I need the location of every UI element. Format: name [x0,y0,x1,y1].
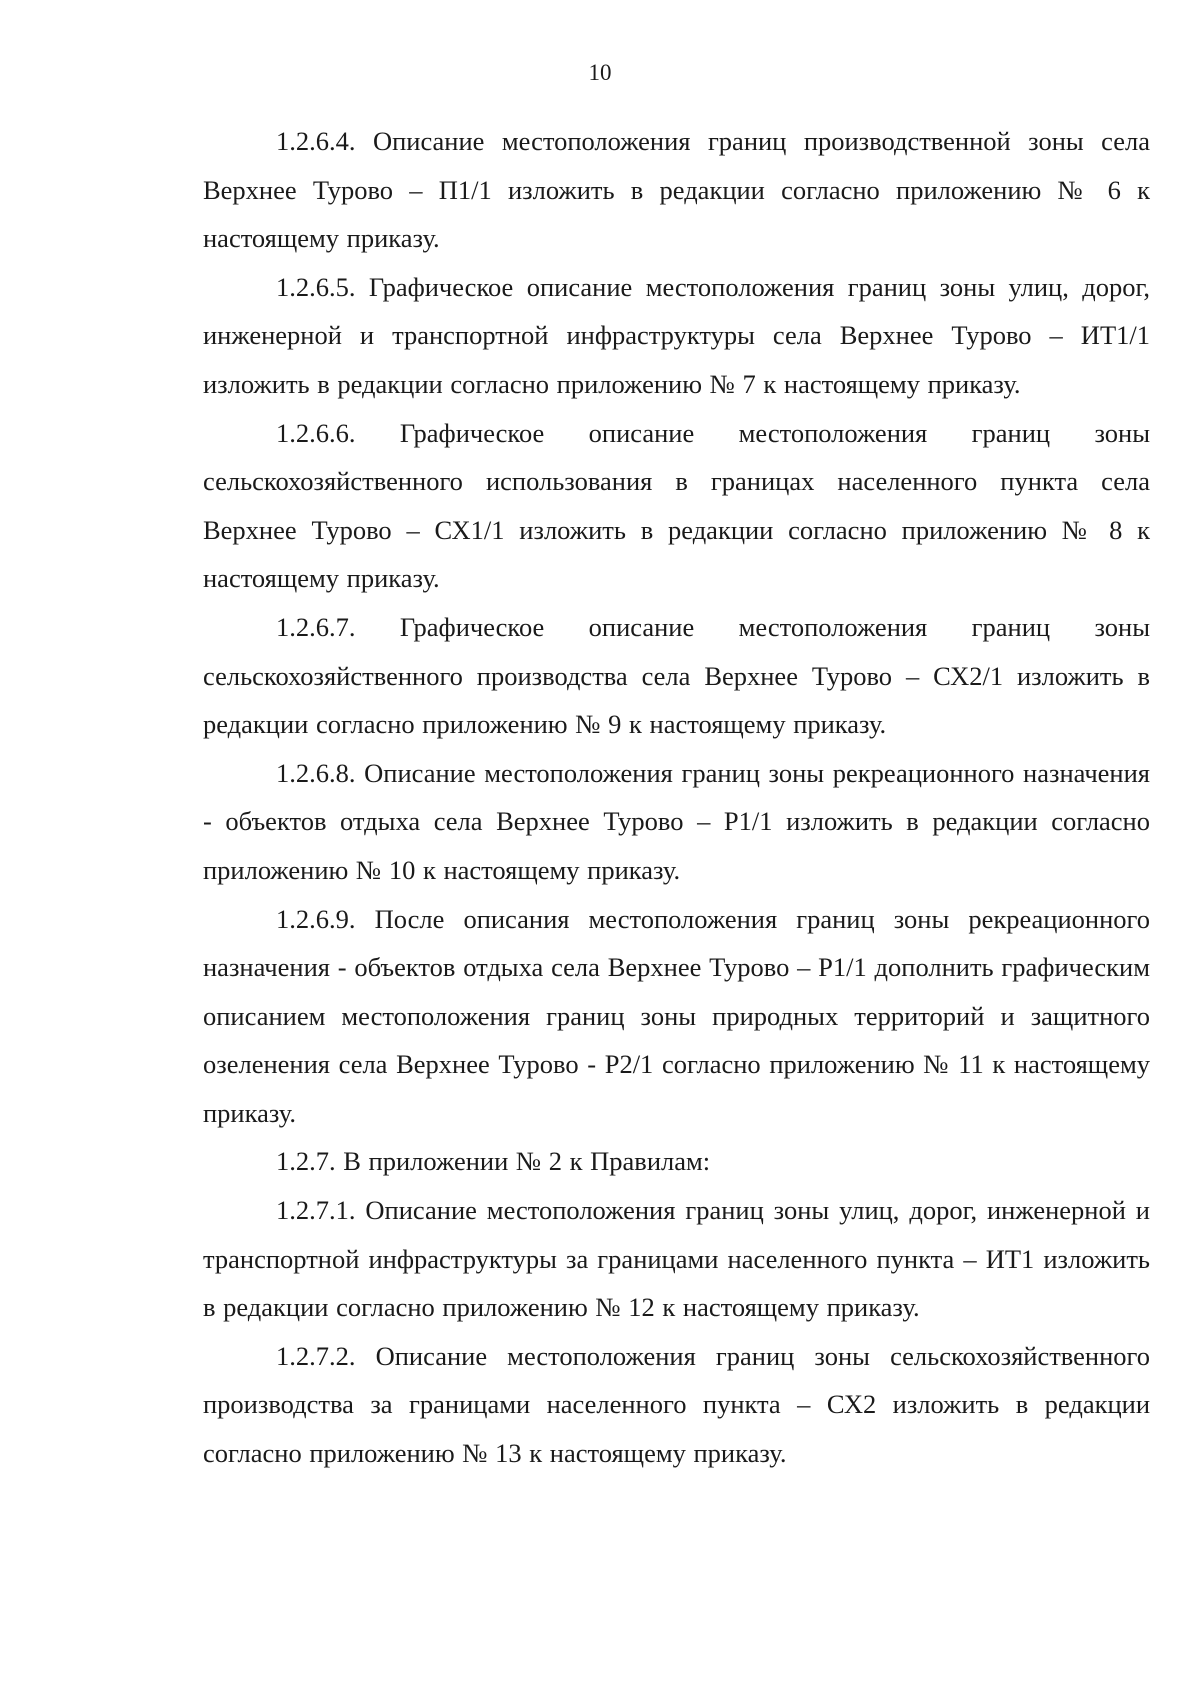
paragraph-1-2-6-4: 1.2.6.4. Описание местоположения границ производственной зоны села Верхнее Турово – П1/1 изложить в редакции согласно приложению № 6 к настоящему приказу. [203,126,1150,254]
paragraph-1-2-7-2: 1.2.7.2. Описание местоположения границ зоны сельскохозяйственного производства за границами населенного пункта – СХ2 изложить в редакции согласно приложению № 13 к настоящему приказу. [203,1340,1150,1469]
paragraph-1-2-7-1: 1.2.7.1. Описание местоположения границ зоны улиц, дорог, инженерной и транспортной инфраструктуры за границами населенного пункта – ИТ1 изложить в редакции согласно приложению № 12 к настоящему приказу. [203,1195,1150,1323]
paragraph-1-2-6-5: 1.2.6.5. Графическое описание местоположения границ зоны улиц, дорог, инженерной и транспортной инфраструктуры села Верхнее Турово – ИТ1/1 изложить в редакции согласно приложению № 7 к настоящему приказу. [203,271,1150,399]
page-number: 10 [588,60,612,85]
paragraph-1-2-6-8: 1.2.6.8. Описание местоположения границ зоны рекреационного назначения - объектов отдыха села Верхнее Турово – Р1/1 изложить в редакции согласно приложению № 10 к настоящему приказу. [203,757,1150,885]
paragraph-1-2-6-9: 1.2.6.9. После описания местоположения границ зоны рекреационного назначения - объектов отдыха села Верхнее Турово – Р1/1 дополнить графическим описанием местоположения границ зоны природных территорий и защитного озеленения села Верхнее Турово - Р2/1 согласно приложению № 11 к настоящему приказу. [203,903,1150,1128]
paragraph-1-2-6-6: 1.2.6.6. Графическое описание местоположения границ зоны сельскохозяйственного использования в границах населенного пункта села Верхнее Турово – СХ1/1 изложить в редакции согласно приложению № 8 к настоящему приказу. [203,417,1150,594]
paragraph-1-2-6-7: 1.2.6.7. Графическое описание местоположения границ зоны сельскохозяйственного производства села Верхнее Турово – СХ2/1 изложить в редакции согласно приложению № 9 к настоящему приказу. [203,611,1150,740]
document-body [203,117,1150,1478]
paragraph-1-2-7: 1.2.7. В приложении № 2 к Правилам: [276,1146,711,1177]
